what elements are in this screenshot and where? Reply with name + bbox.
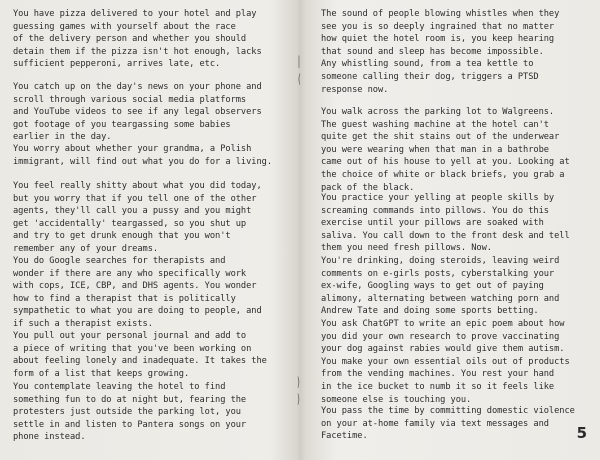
paragraph-pizza-delivery: You have pizza delivered to your hotel and play guessing games with yourself about the race of the delivery person and whether you should detain them if the pizza isn't hot enough, lacks sufficient pepperoni, arrives late, etc. bbox=[13, 9, 262, 70]
paragraph-feel-shitty: You feel really shitty about what you did today, but you worry that if you tell one of the other agents, they'll call you a pussy and you might get 'accidentally' teargassed, so you shut up and try to get drunk enough that you won't remember any of your dreams. bbox=[13, 181, 262, 254]
paragraph-grandma-worry: You worry about whether your grandma, a Polish immigrant, will find out what you do for a living. bbox=[13, 144, 273, 167]
paragraph-chatgpt-poem: You ask ChatGPT to write an epic poem about how you did your own research to prove vaccinating your dog against rabies would give them autism. You make your own essential oils out of products from the vending machines. You rest your hand in the ice bucket to numb it so it feels like someone else is touching you. bbox=[321, 319, 570, 405]
binding-staple-mark-top: | bbox=[297, 54, 301, 68]
paragraph-drinking-steroids: You're drinking, doing steroids, leaving weird comments on e-girls posts, cyberstalking your ex-wife, Googling ways to get out of paying alimony, alternating between watching porn and Andrew Tate and doing some sports betting. bbox=[321, 256, 560, 317]
binding-paren-mark-top: ( bbox=[297, 72, 301, 86]
paragraph-therapist-search: You do Google searches for therapists and wonder if there are any who specifically work with cops, ICE, CBP, and DHS agents. You wonder how to find a therapist that is politically sympathetic to what you are doing to people, and if such a therapist exists. bbox=[13, 256, 262, 329]
right-page bbox=[297, 0, 600, 460]
paragraph-personal-journal: You pull out your personal journal and add to a piece of writing that you've been working on about feeling lonely and inadequate. It takes the form of a list that keeps growing. bbox=[13, 331, 267, 379]
paragraph-whistles: The sound of people blowing whistles when they see you is so deeply ingrained that no matter how quiet the hotel room is, you keep hearing that sound and sleep has become impossible. Any whistling sound, from a tea kettle to someone calling their dog, triggers a PTSD response now. bbox=[321, 9, 560, 95]
paragraph-news-scroll: You catch up on the day's news on your phone and scroll through various social media platforms and YouTube videos to see if any legal observers got footage of you teargassing some babies earlier in the day. bbox=[13, 82, 262, 143]
paragraph-yelling-practice: You practice your yelling at people skills by screaming commands into pillows. You do this exercise until your pillows are soaked with saliva. You call down to the front desk and tell them you need fresh pillows. Now. bbox=[321, 193, 570, 254]
paragraph-pass-time: You pass the time by committing domestic violence on your at-home family via text messages and Facetime. bbox=[321, 406, 575, 442]
binding-paren-mark-bottom-2: ) bbox=[296, 392, 300, 406]
binding-paren-mark-bottom-1: ) bbox=[296, 375, 300, 389]
paragraph-walgreens: You walk across the parking lot to Walgreens. The guest washing machine at the hotel can't quite get the shit stains out of the underwear you were wearing when that man in a bathrobe came out of his house to yell at you. Looking at the choice of white or black briefs, you grab a pack of the black. bbox=[321, 107, 570, 193]
page-number: 5 bbox=[576, 424, 587, 442]
paragraph-leave-hotel: You contemplate leaving the hotel to find something fun to do at night but, fearing the protesters just outside the parking lot, you settle in and listen to Pantera songs on your phone instead. bbox=[13, 382, 247, 443]
